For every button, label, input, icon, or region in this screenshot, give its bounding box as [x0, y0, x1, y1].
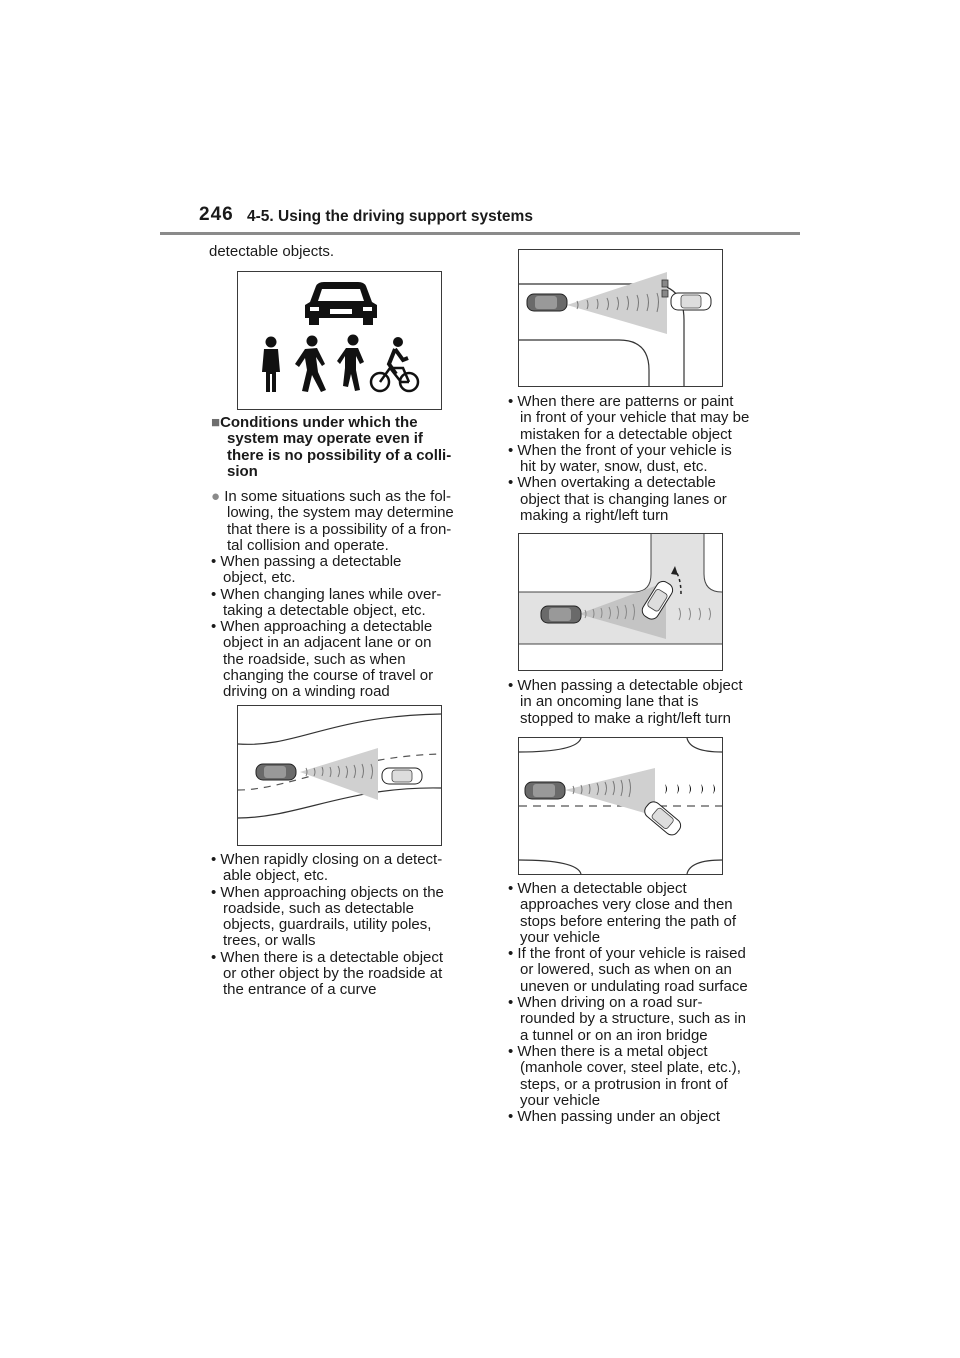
detectable-vehicle — [671, 293, 711, 310]
own-vehicle — [527, 294, 567, 311]
detectable-vehicle — [382, 768, 422, 784]
page-number: 246 — [199, 204, 234, 225]
list-item: • When changing lanes while over- taking a detectable object, etc. — [211, 585, 442, 619]
list-item: • When passing under an object — [508, 1108, 721, 1126]
left-bullet-list-2 — [211, 852, 466, 999]
header-rule — [160, 232, 800, 235]
conditions-heading: ■Conditions under which the system may operate even if there is no possibility of a colli- sion — [211, 414, 452, 480]
list-item: • When passing a detectable object, etc. — [211, 553, 402, 587]
right-bullet-list-2 — [508, 678, 753, 727]
list-item: • When approaching a detectable object in an adjacent lane or on the roadside, such as when changing the course of travel or driving on a winding road — [211, 618, 434, 701]
right-bullet-list-3 — [508, 881, 758, 1125]
winding-road-figure — [237, 705, 442, 846]
list-item: • When there are patterns or paint in front of your vehicle that may be mistaken for a detectable object — [508, 393, 750, 443]
cyclist-icon — [371, 337, 418, 391]
list-item: • When there is a detectable object or other object by the roadside at the entrance of a curve — [211, 948, 444, 999]
overtaking-turning-figure — [518, 533, 723, 671]
list-item: • When a detectable object approaches very close and then stops before entering the path of your vehicle — [508, 880, 736, 946]
list-item: • When passing a detectable object in an oncoming lane that is stopped to make a right/left turn — [508, 677, 743, 727]
running-person-icon — [337, 335, 364, 392]
pedestrian-icon — [262, 337, 280, 393]
section-title: 4-5. Using the driving support systems — [247, 208, 533, 225]
list-item: • When approaching objects on the roadside, such as detectable objects, guardrails, utility poles, trees, or walls — [211, 883, 444, 950]
intro-text: detectable objects. — [209, 243, 335, 260]
list-item: • If the front of your vehicle is raised or lowered, such as when on an uneven or undulating road surface — [508, 945, 748, 995]
walking-person-icon — [295, 336, 326, 393]
oncoming-turn-figure — [518, 737, 723, 875]
list-item: • When the front of your vehicle is hit by water, snow, dust, etc. — [508, 441, 732, 476]
left-bullet-list-1 — [211, 554, 466, 701]
own-vehicle — [525, 782, 565, 799]
curve-entrance-figure — [518, 249, 723, 387]
own-vehicle — [541, 606, 581, 623]
oncoming-vehicle — [642, 799, 684, 838]
conditions-paragraph: ● In some situations such as the fol- lowing, the system may determine that there is a possibility of a fron- tal collision and operate. — [211, 488, 454, 554]
list-item: • When driving on a road sur- rounded by a structure, such as in a tunnel or on an iron bridge — [508, 994, 746, 1044]
list-item: • When overtaking a detectable object that is changing lanes or making a right/left turn — [508, 474, 727, 525]
own-vehicle — [256, 764, 296, 780]
heading-marker: ■ — [211, 414, 221, 431]
car-front-icon — [305, 282, 377, 325]
paragraph-marker: ● — [211, 488, 221, 505]
list-item: • When rapidly closing on a detect- able object, etc. — [211, 851, 443, 885]
list-item: • When there is a metal object (manhole cover, steel plate, etc.), steps, or a protrusion in front of your vehicle — [508, 1042, 741, 1109]
detectable-objects-figure — [237, 271, 442, 410]
right-bullet-list-1 — [508, 394, 753, 524]
